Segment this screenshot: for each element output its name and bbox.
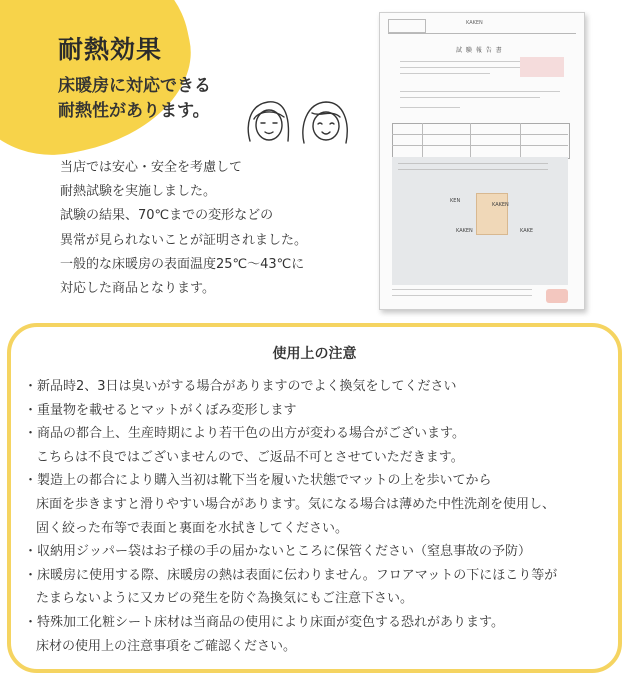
intro-text: [60, 156, 307, 301]
notice-item: ・新品時2、3日は臭いがする場合がありますのでよく換気をしてください: [24, 379, 457, 394]
face-woman-bob-icon: [248, 102, 288, 141]
test-report-document: [379, 12, 585, 310]
report-text-line: [400, 107, 460, 108]
report-table-rule: [392, 145, 568, 146]
report-divider: [388, 33, 576, 34]
report-text-line: [398, 169, 548, 170]
notice-list: [24, 375, 557, 658]
report-text-line: [392, 295, 532, 296]
intro-line: 試験の結果、70℃までの変形などの: [60, 208, 274, 224]
notice-title: 使用上の注意: [272, 346, 357, 362]
report-table-col: [520, 123, 521, 157]
report-table: [392, 123, 570, 159]
sample-mark: KEN: [450, 198, 461, 204]
report-text-line: [400, 61, 520, 62]
report-text-line: [392, 289, 532, 290]
intro-line: 当店では安心・安全を考慮して: [60, 160, 243, 175]
notice-item-continued: たまらないように又カビの発生を防ぐ為換気にもご注意下さい。: [36, 591, 414, 607]
notice-item: ・床暖房に使用する際、床暖房の熱は表面に伝わりません。フロアマットの下にほこり等が: [24, 567, 558, 583]
report-text-line: [398, 163, 548, 164]
report-seal-stamp: [546, 289, 568, 303]
notice-item-continued: こちらは不良ではございませんので、ご返品不可とさせていただきます。: [36, 449, 464, 465]
page-title: 耐熱効果: [58, 35, 163, 64]
report-brand: KAKEN: [466, 20, 483, 26]
intro-line: 一般的な床暖房の表面温度25℃〜43℃に: [60, 256, 305, 272]
face-woman-long-hair-icon: [303, 102, 347, 143]
notice-item: ・製造上の都合により購入当初は靴下当を履いた状態でマットの上を歩いてから: [24, 473, 492, 489]
report-text-line: [400, 91, 560, 92]
report-stamp-box: [388, 19, 426, 33]
smiling-faces-illustration: [244, 97, 354, 147]
notice-item-continued: 床材の使用上の注意事項をご確認ください。: [36, 638, 297, 654]
report-table-rule: [392, 134, 568, 135]
report-heading: 試 験 報 告 書: [456, 47, 503, 54]
subtitle-line: 耐熱性があります。: [58, 101, 210, 121]
report-text-line: [400, 97, 540, 98]
subtitle-line: 床暖房に対応できる: [58, 76, 211, 96]
sample-mark: KAKEN: [492, 202, 509, 208]
notice-item-continued: 床面を歩きますと滑りやすい場合があります。気になる場合は薄めた中性洗剤を使用し、: [36, 496, 555, 512]
sample-mark: KAKE: [520, 228, 534, 234]
report-text-line: [400, 73, 490, 74]
report-table-col: [422, 123, 423, 157]
sample-mark: KAKEN: [456, 228, 473, 234]
notice-item: ・商品の都合上、生産時期により若干色の出方が変わる場合がございます。: [24, 426, 465, 442]
notice-item: ・特殊加工化粧シート床材は当商品の使用により床面が変色する恐れがあります。: [24, 614, 504, 630]
report-blurred-stamp: [520, 57, 564, 77]
notice-item-continued: 固く絞った布等で表面と裏面を水拭きしてください。: [36, 520, 349, 536]
intro-line: 異常が見られないことが証明されました。: [60, 232, 308, 248]
notice-item: ・収納用ジッパー袋はお子様の手の届かないところに保管ください（窒息事故の予防）: [24, 544, 532, 560]
report-text-line: [400, 67, 520, 68]
usage-notice-box: [7, 323, 622, 673]
page-subtitle: [58, 74, 211, 124]
intro-line: 対応した商品となります。: [60, 281, 215, 297]
report-table-col: [470, 123, 471, 157]
test-sample-swatch: [476, 193, 508, 235]
notice-item: ・重量物を載せるとマットがくぼみ変形します: [24, 402, 297, 418]
intro-line: 耐熱試験を実施しました。: [60, 184, 217, 200]
